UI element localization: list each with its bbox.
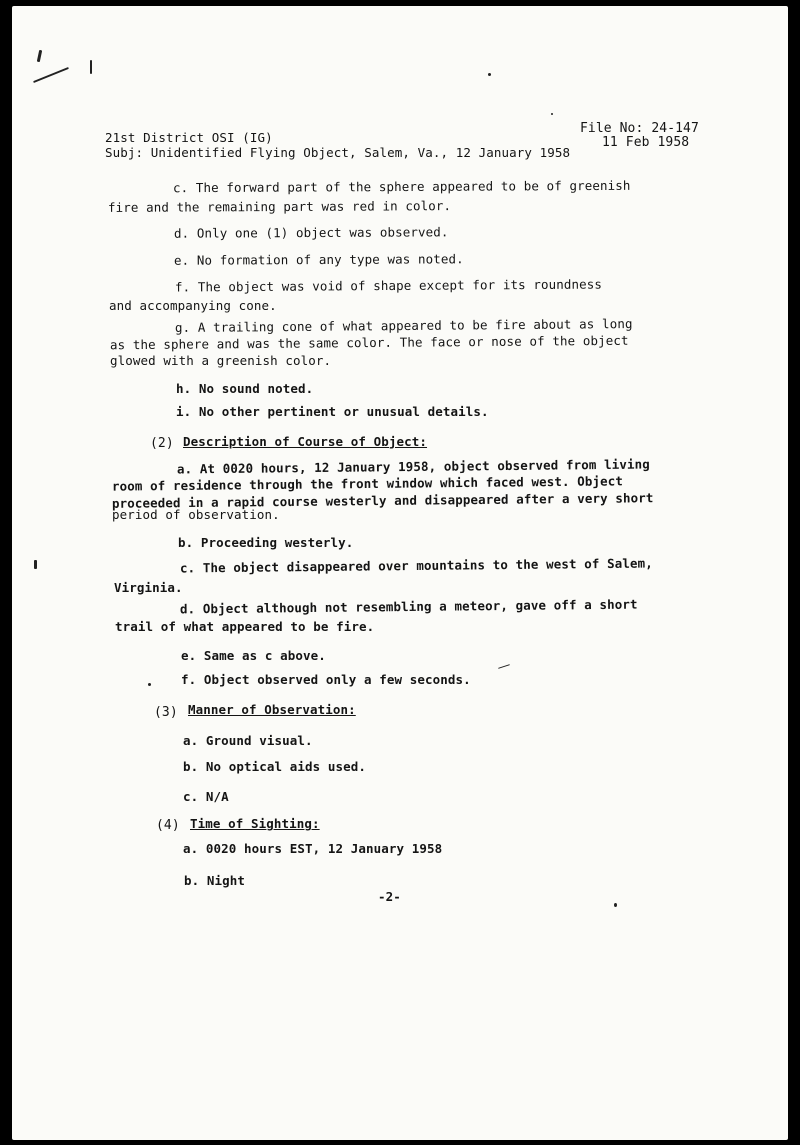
page-number: -2- — [378, 889, 401, 904]
section4-b: b. Night — [184, 873, 246, 888]
section4-a: a. 0020 hours EST, 12 January 1958 — [183, 841, 443, 856]
header-subject: Subj: Unidentified Flying Object, Salem, Va., 12 January 1958 — [105, 145, 571, 160]
item-d: d. Only one (1) object was observed. — [173, 224, 449, 241]
section2-a-line1: a. At 0020 hours, 12 January 1958, object observed from living — [176, 456, 650, 477]
item-g-line3: glowed with a greenish color. — [110, 353, 332, 368]
margin-mark — [37, 50, 42, 62]
speck — [498, 664, 510, 669]
item-e: e. No formation of any type was noted. — [173, 251, 464, 268]
section2-d-line1: d. Object although not resembling a meteor, gave off a short — [179, 596, 638, 617]
item-g-line1: g. A trailing cone of what appeared to be fire about as long — [174, 316, 633, 335]
header-date: 11 Feb 1958 — [602, 135, 690, 150]
speck — [614, 903, 617, 907]
item-c-line2: fire and the remaining part was red in color. — [107, 198, 452, 215]
section2-f: f. Object observed only a few seconds. — [181, 672, 471, 687]
section2-d-line2: trail of what appeared to be fire. — [115, 619, 375, 634]
section2-title: Description of Course of Object: — [183, 434, 428, 449]
section3-c: c. N/A — [183, 789, 229, 804]
section2-number: (2) — [150, 436, 174, 451]
section4-title: Time of Sighting: — [190, 816, 320, 831]
section3-title: Manner of Observation: — [188, 702, 356, 717]
section3-a: a. Ground visual. — [183, 733, 313, 748]
section3-b: b. No optical aids used. — [183, 759, 367, 774]
section2-a-line3: proceeded in a rapid course westerly and disappeared after a very short — [111, 490, 654, 511]
section2-c-line2: Virginia. — [114, 580, 183, 595]
section2-a-line4: period of observation. — [112, 507, 280, 522]
section4-number: (4) — [156, 818, 180, 833]
margin-mark — [90, 60, 92, 74]
header-file-no: File No: 24-147 — [580, 121, 699, 136]
section2-a-line2: room of residence through the front window which faced west. Object — [111, 473, 623, 494]
section2-b: b. Proceeding westerly. — [178, 535, 354, 550]
item-g-line2: as the sphere and was the same color. The face or nose of the object — [109, 332, 629, 353]
margin-mark — [33, 67, 69, 83]
item-i: i. No other pertinent or unusual details. — [176, 404, 489, 419]
section3-number: (3) — [154, 705, 178, 720]
speck — [488, 73, 491, 76]
section2-e: e. Same as c above. — [181, 648, 326, 663]
speck — [34, 560, 37, 569]
speck — [551, 113, 553, 115]
item-f-line2: and accompanying cone. — [109, 298, 277, 313]
speck — [148, 683, 151, 686]
section2-c-line1: c. The object disappeared over mountains to the west of Salem, — [179, 555, 653, 576]
item-h: h. No sound noted. — [176, 381, 314, 396]
item-c-line1: c. The forward part of the sphere appeared to be of greenish — [172, 177, 631, 196]
header-district: 21st District OSI (IG) — [105, 130, 273, 145]
item-f-line1: f. The object was void of shape except for its roundness — [174, 276, 603, 295]
